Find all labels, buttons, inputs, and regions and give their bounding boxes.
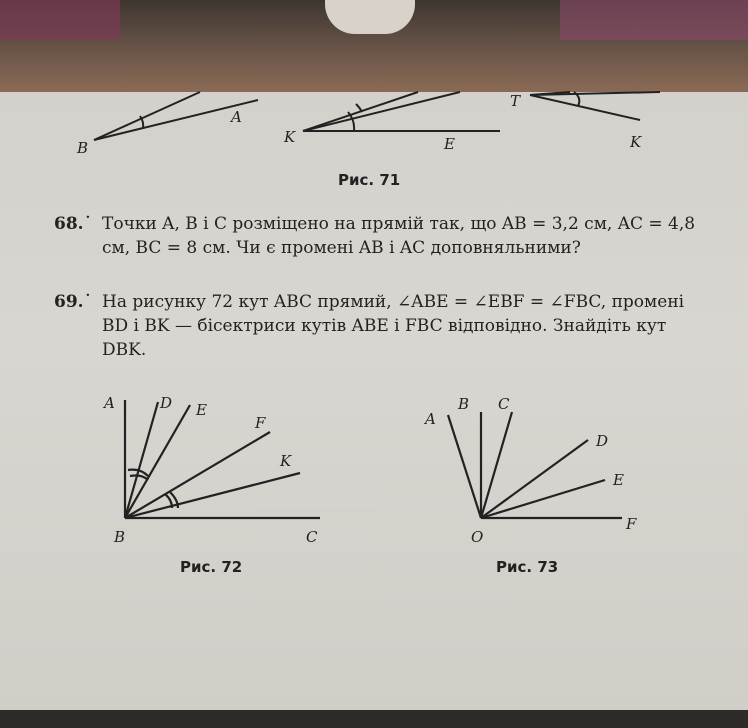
fig73-label-A: A [425, 410, 436, 428]
fig72-label-E: E [196, 401, 207, 419]
fig71-label-A: A [231, 108, 242, 126]
problem-68 [54, 212, 708, 260]
fig71-label-T: T [510, 92, 521, 110]
fig72-label-A: A [104, 394, 115, 412]
fig73-label-D: D [596, 432, 609, 450]
problem-69 [54, 290, 708, 362]
fig73-label-E: E [613, 471, 624, 489]
fig72-label-D: D [160, 394, 173, 412]
fig71-right-angle [530, 92, 660, 120]
fig73-caption: Рис. 73 [496, 558, 559, 576]
fig73-label-B: B [458, 395, 470, 413]
fig71-label-K: K [284, 128, 296, 146]
fig71-label-B: B [77, 139, 89, 157]
fig72-label-C: C [306, 528, 318, 546]
fig72-caption: Рис. 72 [180, 558, 243, 576]
fig71-label-K-right: K [630, 133, 642, 151]
background-bottom-edge [0, 710, 748, 728]
fig73-rays [448, 412, 622, 518]
fig71-middle-angle [303, 92, 500, 131]
problem-69-text: На рисунку 72 кут ABC прямий, ∠ABE = ∠EBF = ∠FBC, промені BD і BK — бісектриси кутів ABE і FBC відповідно. Знайдіть кут DBK. [102, 292, 685, 360]
fig72-label-F: F [255, 414, 266, 432]
problem-69-number: 69.˙ [54, 292, 93, 312]
fig72-label-B: B [114, 528, 126, 546]
fig73-label-F: F [626, 515, 637, 533]
fig72-label-K: K [280, 452, 292, 470]
problem-68-text: Точки A, B і C розміщено на прямій так, що AB = 3,2 см, AC = 4,8 см, BC = 8 см. Чи є промені AB і AC доповняльними? [102, 214, 696, 258]
fig73-label-O: O [471, 528, 484, 546]
fig73-label-C: C [498, 395, 510, 413]
problem-68-number: 68.˙ [54, 214, 93, 234]
fig71-label-E: E [444, 135, 455, 153]
fig71-caption: Рис. 71 [338, 171, 401, 189]
